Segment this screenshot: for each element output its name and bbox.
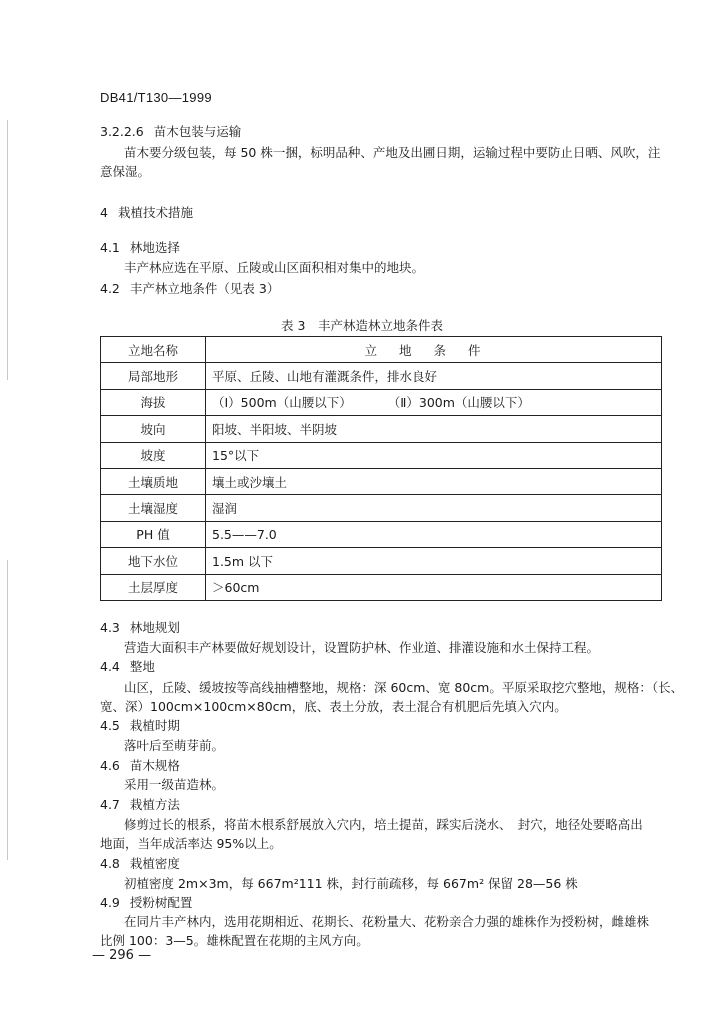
site-conditions-table [100,336,662,601]
table-cell: 局部地形 [101,363,206,389]
section-title: 林地规划 [129,620,180,635]
section-number: 4.4 [100,659,120,674]
section-number: 4.5 [100,718,120,733]
table-row [101,442,662,468]
section-44-heading [100,659,155,675]
paragraph-line: 宽、深）100cm×100cm×80cm，底、表土分放，表土混合有机肥后先填入穴内。 [100,699,567,714]
section-49-heading [100,895,192,911]
table-row [101,521,662,547]
section-number: 4.7 [100,797,120,812]
paragraph-line: 地面，当年成活率达 95%以上。 [100,836,282,851]
paragraph-line: 营造大面积丰产林要做好规划设计，设置防护林、作业道、排灌设施和水土保持工程。 [124,640,600,655]
section-title: 整地 [129,659,155,674]
table-cell: 土壤质地 [101,468,206,494]
table-cell: ＞60cm [206,574,662,600]
table-cell: 15°以下 [206,442,662,468]
paragraph-line: 丰产林应选在平原、丘陵或山区面积相对集中的地块。 [124,260,425,275]
section-42-heading [100,281,279,297]
section-41-heading [100,240,180,256]
table-cell: 土壤湿度 [101,495,206,521]
table-cell [206,389,662,415]
table-row [101,363,662,389]
table-row [101,548,662,574]
section-4-heading [100,205,193,221]
section-title: 栽植技术措施 [117,205,193,220]
section-title: 栽植时期 [129,718,180,733]
paragraph-line: 山区，丘陵、缓坡按等高线抽槽整地，规格：深 60cm、宽 80cm。平原采取挖穴整地，规格：（长、 [124,680,684,695]
table-row [101,495,662,521]
section-46-heading [100,758,180,774]
section-3226-heading [100,124,241,140]
section-title: 丰产林立地条件（见表 3） [129,281,280,296]
table-cell: 阳坡、半阳坡、半阴坡 [206,416,662,442]
cell-value: （Ⅰ）500m（山腰以下） [212,395,352,411]
table-cell: PH 值 [101,521,206,547]
section-43-heading [100,620,180,636]
section-47-heading [100,797,180,813]
section-title: 授粉树配置 [129,895,193,910]
table-header-cell: 立地条件 [206,337,662,363]
paragraph-line: 落叶后至萌芽前。 [124,738,225,753]
table-header-row [101,337,662,363]
page-number: — 296 — [92,948,152,963]
section-title: 栽植密度 [129,856,180,871]
section-number: 4 [100,205,108,220]
paragraph-line: 修剪过长的根系，将苗木根系舒展放入穴内，培土提苗，踩实后浇水、 封穴，地径处要略高出 [124,817,643,832]
paragraph-line: 比例 100：3—5。雄株配置在花期的主风方向。 [100,933,369,948]
table-cell: 地下水位 [101,548,206,574]
table-row [101,468,662,494]
section-number: 4.8 [100,856,120,871]
section-number: 4.6 [100,758,120,773]
scan-edge-mark [7,120,8,380]
paragraph-line: 初植密度 2m×3m，每 667m²111 株，封行前疏移，每 667m² 保留 28—56 株 [124,876,578,891]
paragraph-line: 意保湿。 [100,164,151,179]
section-45-heading [100,718,180,734]
table-cell: 壤土或沙壤土 [206,468,662,494]
table-header-cell: 立地名称 [101,337,206,363]
paragraph-line: 在同片丰产林内，选用花期相近、花期长、花粉量大、花粉亲合力强的雄株作为授粉树，雌雄株 [124,914,650,929]
section-number: 4.3 [100,620,120,635]
table-cell: 平原、丘陵、山地有灌溉条件，排水良好 [206,363,662,389]
table-row [101,574,662,600]
scan-edge-mark [7,560,8,860]
section-title: 苗木包装与运输 [153,124,242,139]
section-number: 4.1 [100,240,120,255]
table-row [101,416,662,442]
table-cell: 湿润 [206,495,662,521]
document-code: DB41/T130—1999 [100,90,212,105]
section-title: 苗木规格 [129,758,180,773]
section-title: 栽植方法 [129,797,180,812]
table-cell: 坡向 [101,416,206,442]
table-cell: 土层厚度 [101,574,206,600]
section-48-heading [100,856,180,872]
table-cell: 海拔 [101,389,206,415]
paragraph-line: 采用一级苗造林。 [124,777,225,792]
section-title: 林地选择 [129,240,180,255]
section-number: 4.2 [100,281,120,296]
section-number: 4.9 [100,895,120,910]
table-caption: 表 3 丰产林造林立地条件表 [281,318,443,333]
section-number: 3.2.2.6 [100,124,144,139]
paragraph-line: 苗木要分级包装，每 50 株一捆，标明品种、产地及出圃日期，运输过程中要防止日晒、风吹，注 [124,145,661,160]
table-row [101,389,662,415]
table-cell: 1.5m 以下 [206,548,662,574]
table-cell: 坡度 [101,442,206,468]
cell-value: （Ⅱ）300m（山腰以下） [387,395,530,411]
table-cell: 5.5——7.0 [206,521,662,547]
